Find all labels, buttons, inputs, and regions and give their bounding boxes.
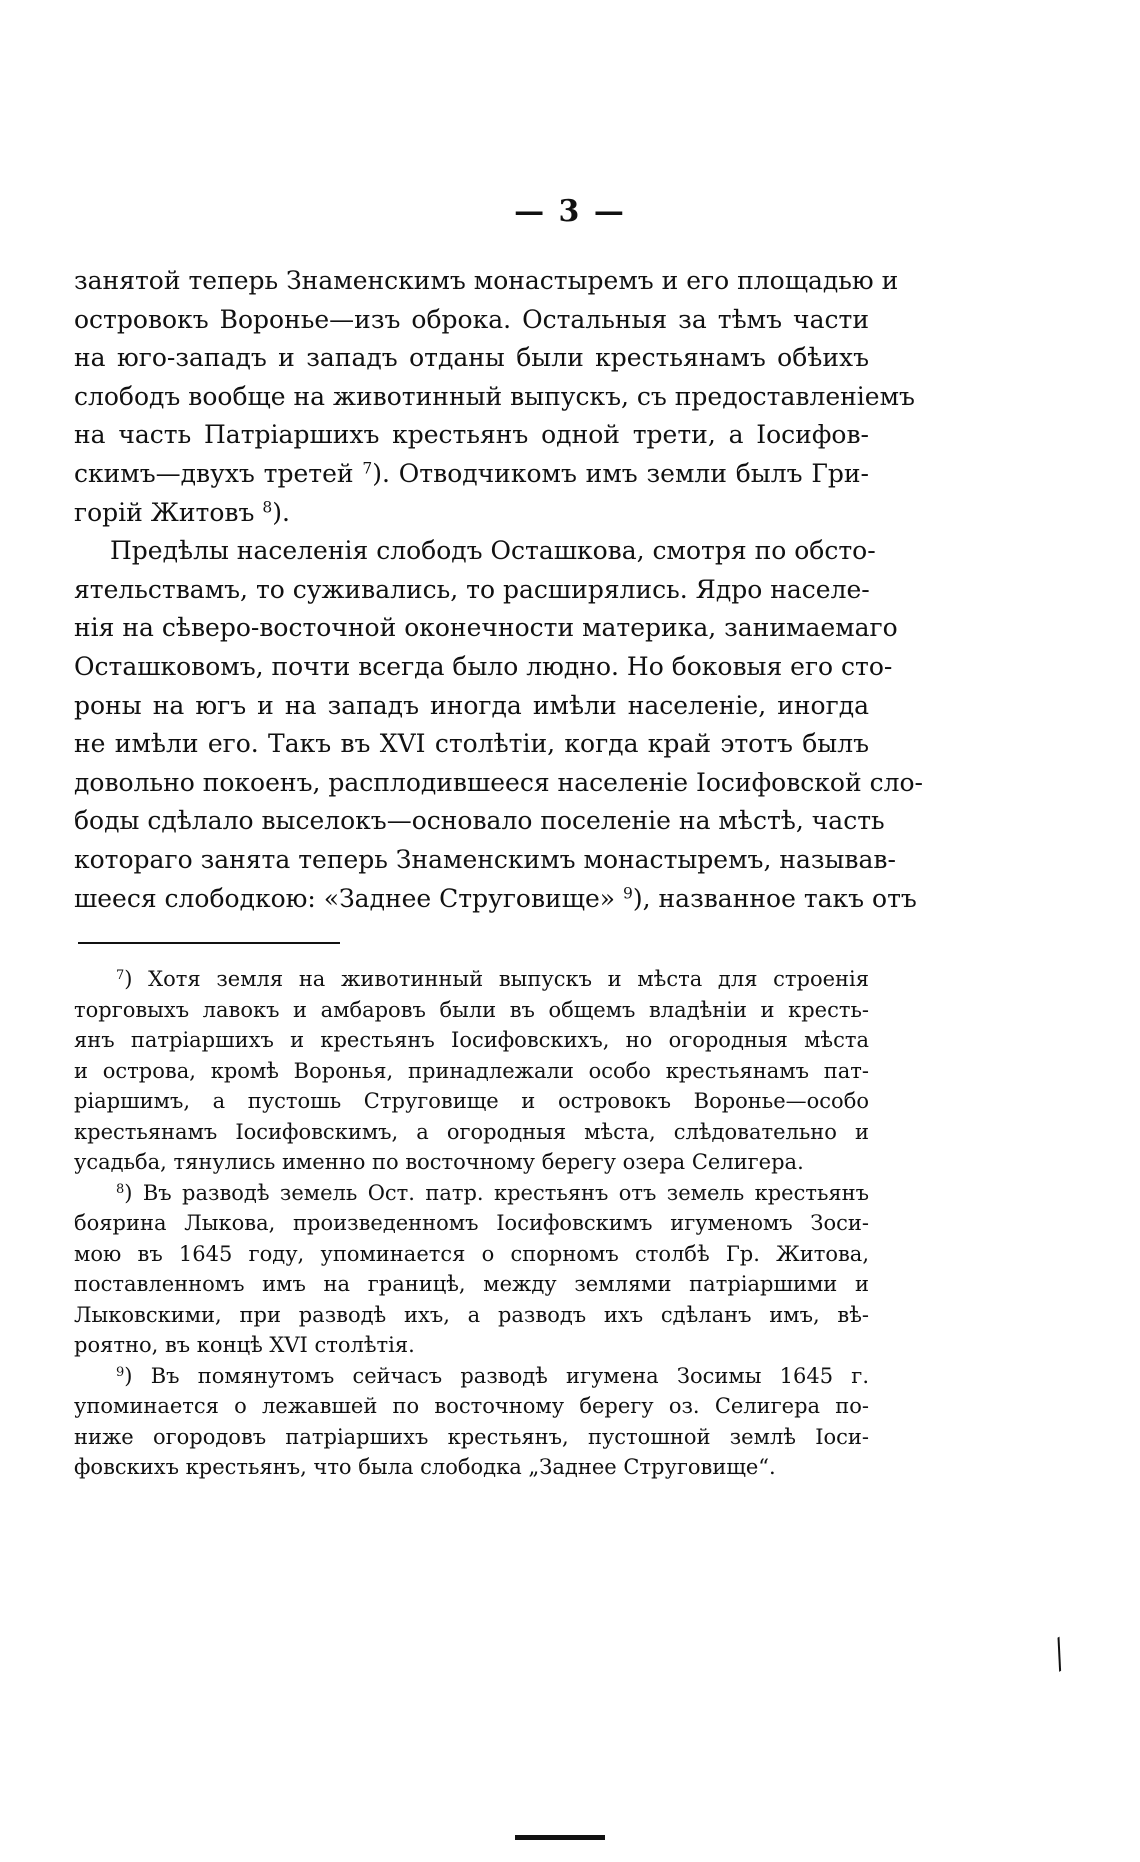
text-line: островокъ Воронье—изъ оброка. Остальныя за тѣмъ части xyxy=(74,304,869,334)
footnote-line: крестьянамъ Іосифовскимъ, а огородныя мѣста, слѣдовательно и xyxy=(74,1119,869,1144)
text-line: на юго-западъ и западъ отданы были крестьянамъ обѣихъ xyxy=(74,343,869,373)
pencil-mark-icon: ╱ xyxy=(1045,1638,1075,1672)
footnote-line: мою въ 1645 году, упоминается о спорномъ столбѣ Гр. Житова, xyxy=(74,1241,869,1266)
page-number: — 3 — xyxy=(514,194,626,229)
text-line: боды сдѣлало выселокъ—основало поселеніе на мѣстѣ, часть xyxy=(74,806,885,836)
text-line: шееся слободкою: «Заднее Струговище» $^9$), названное такъ отъ xyxy=(74,883,917,913)
text-line: занятой теперь Знаменскимъ монастыремъ и его площадью и xyxy=(74,266,899,295)
footnote-line: торговыхъ лавокъ и амбаровъ были въ общемъ владѣніи и кресть- xyxy=(74,997,869,1022)
text-line: ятельствамъ, то суживались, то расширялись. Ядро населе- xyxy=(74,574,870,604)
footnote-separator xyxy=(78,942,340,944)
footnote-line: роятно, въ концѣ XVI столѣтія. xyxy=(74,1333,415,1357)
footnote-line: $^8$) Въ разводѣ земель Ост. патр. крестьянъ отъ земель крестьянъ xyxy=(116,1180,869,1205)
text-line: довольно покоенъ, расплодившееся населеніе Іосифовской сло- xyxy=(74,767,923,797)
text-line: горій Житовъ $^8$). xyxy=(74,497,290,527)
footnote-line: ниже огородовъ патріаршихъ крестьянъ, пустошной землѣ Іоси- xyxy=(74,1424,869,1449)
footnote-line: Лыковскими, при разводѣ ихъ, а разводъ ихъ сдѣланъ имъ, вѣ- xyxy=(74,1302,869,1327)
text-line: нія на сѣверо-восточной оконечности материка, занимаемаго xyxy=(74,613,898,643)
footnote-line: усадьба, тянулись именно по восточному берегу озера Селигера. xyxy=(74,1150,804,1174)
footnotes xyxy=(74,964,869,1483)
footnote-line: фовскихъ крестьянъ, что была слободка „Заднее Струговище“. xyxy=(74,1455,776,1479)
text-line: котораго занята теперь Знаменскимъ монастыремъ, называв- xyxy=(74,844,896,874)
footnote-line: поставленномъ имъ на границѣ, между землями патріаршими и xyxy=(74,1272,869,1296)
footnote-line: ріаршимъ, а пустошь Струговище и островокъ Воронье—особо xyxy=(74,1089,869,1113)
footnote-line: и острова, кромѣ Воронья, принадлежали особо крестьянамъ пат- xyxy=(74,1058,869,1083)
footnote-line: $^9$) Въ помянутомъ сейчасъ разводѣ игумена Зосимы 1645 г. xyxy=(116,1363,869,1388)
text-line: роны на югъ и на западъ иногда имѣли населеніе, иногда xyxy=(74,690,869,720)
text-line: на часть Патріаршихъ крестьянъ одной трети, а Іосифов- xyxy=(74,420,869,450)
footnote-line: $^7$) Хотя земля на животинный выпускъ и мѣста для строенія xyxy=(116,967,869,991)
text-line: слободъ вообще на животинный выпускъ, съ предоставленіемъ xyxy=(74,381,915,411)
text-line: скимъ—двухъ третей $^7$). Отводчикомъ имъ земли былъ Гри- xyxy=(74,458,869,488)
bottom-rule xyxy=(515,1835,605,1840)
text-line: Предѣлы населенія слободъ Осташкова, смотря по обсто- xyxy=(110,536,876,566)
footnote-line: упоминается о лежавшей по восточному берегу оз. Селигера по- xyxy=(74,1394,869,1418)
main-text xyxy=(74,262,923,918)
text-line: не имѣли его. Такъ въ XVI столѣтіи, когда край этотъ былъ xyxy=(74,729,869,759)
footnote-line: янъ патріаршихъ и крестьянъ Іосифовскихъ, но огородныя мѣста xyxy=(74,1028,869,1052)
footnote-line: боярина Лыкова, произведенномъ Іосифовскимъ игуменомъ Зоси- xyxy=(74,1211,869,1235)
text-line: Осташковомъ, почти всегда было людно. Но боковыя его сто- xyxy=(74,651,893,681)
